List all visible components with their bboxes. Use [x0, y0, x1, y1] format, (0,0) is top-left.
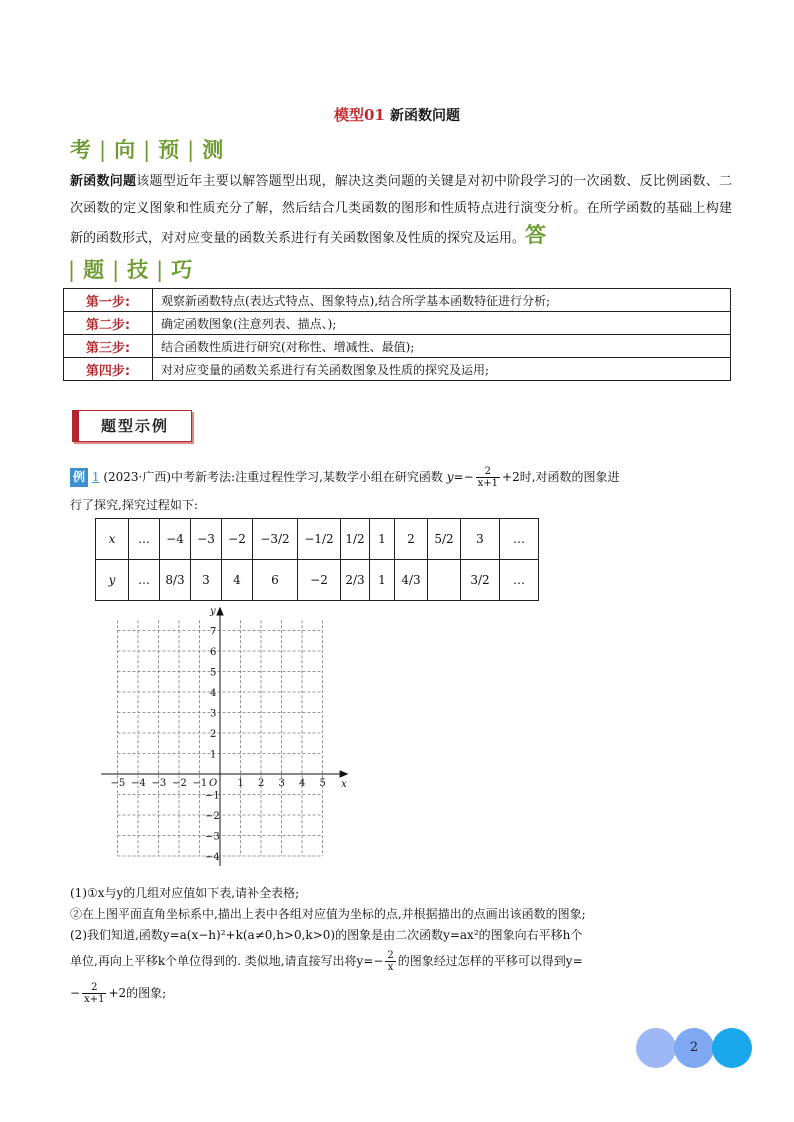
- y-tick-label: 5: [210, 667, 217, 679]
- table-row: [64, 289, 731, 312]
- row-label: x: [96, 519, 129, 560]
- fraction: $\frac{2}{x}$: [387, 950, 394, 973]
- step-text: 确定函数图象(注意列表、描点、);: [153, 312, 731, 335]
- example-number: 1: [91, 470, 100, 484]
- cell: 6: [253, 560, 298, 601]
- y-tick-label: 2: [210, 729, 217, 740]
- cell: −2: [222, 519, 253, 560]
- step-label: 第一步:: [64, 289, 153, 312]
- table-row: [64, 312, 731, 335]
- cell: 1: [370, 519, 395, 560]
- example-tag: 例: [70, 468, 88, 487]
- x-tick-label: 3: [278, 778, 285, 789]
- x-axis-label: x: [341, 779, 347, 790]
- cell: −1/2: [298, 519, 341, 560]
- step-text: 对对应变量的函数关系进行有关函数图象及性质的探究及运用;: [153, 358, 731, 381]
- cell: …: [500, 560, 539, 601]
- cell: [428, 560, 461, 601]
- y-tick-label: −3: [205, 831, 220, 843]
- y-tick-label: 3: [210, 708, 217, 720]
- cell: 1: [370, 560, 395, 601]
- table-row: [64, 358, 731, 381]
- cell: 4: [222, 560, 253, 601]
- step-text: 观察新函数特点(表达式特点、图象特点),结合所学基本函数特征进行分析;: [153, 289, 731, 312]
- table-row: [96, 519, 539, 560]
- y-tick-label: −1: [205, 790, 220, 802]
- x-tick-label: 4: [299, 778, 306, 789]
- step-label: 第二步:: [64, 312, 153, 335]
- question-1b: ②在上图平面直角坐标系中,描出上表中各组对应值为坐标的点,并根据描出的点画出该函数的图象;: [70, 907, 586, 921]
- question-1a: (1)①x与y的几组对应值如下表,请补全表格;: [70, 886, 300, 900]
- banner-forecast: 考 | 向 | 预 | 测: [70, 138, 226, 162]
- origin-label: O: [209, 778, 218, 789]
- intro-text: 该题型近年主要以解答题型出现，解决这类问题的关键是对初中阶段学习的一次函数、反比例函数、二次函数的定义图象和性质充分了解，然后结合几类函数的图形和性质特点进行演变分析。在所学函数的基础上构建新的函数形式，对对应变量的函数关系进行有关函数图象及性质的探究及运用。: [70, 174, 732, 246]
- example-source: (2023·广西): [103, 470, 172, 484]
- x-tick-label: 1: [237, 778, 244, 789]
- cell: 8/3: [160, 560, 191, 601]
- intro-tail: 答: [525, 223, 547, 247]
- intro-paragraph: [70, 168, 732, 252]
- example-intro: [70, 466, 734, 489]
- step-text: 结合函数性质进行研究(对称性、增减性、最值);: [153, 335, 731, 358]
- example-lead: 中考新考法:注重过程性学习,某数学小组在研究函数: [171, 470, 443, 484]
- cell: −3: [191, 519, 222, 560]
- cell: …: [500, 519, 539, 560]
- y-axis-label: y: [210, 605, 216, 617]
- banner-skills: | 题 | 技 | 巧: [68, 258, 195, 282]
- cell: 5/2: [428, 519, 461, 560]
- row-label: y: [96, 560, 129, 601]
- intro-bold: 新函数问题: [70, 174, 137, 189]
- x-tick-label: 2: [258, 778, 265, 789]
- pager-dot-right: [712, 1028, 752, 1068]
- cell: 2: [395, 519, 428, 560]
- cell: 3: [461, 519, 500, 560]
- x-tick-label: −5: [110, 778, 126, 789]
- x-axis-arrow: [340, 771, 347, 777]
- question-2b: 单位,再向上平移k个单位得到的. 类似地,请直接写出将y=− $\frac{2}{x}$ 的图象经过怎样的平移可以得到y=: [70, 950, 583, 973]
- pager-dot-middle: [674, 1028, 714, 1068]
- y-tick-label: −2: [205, 811, 220, 822]
- x-tick-label: −1: [192, 778, 208, 789]
- page-title: [0, 104, 794, 125]
- example-line2: 行了探究,探究过程如下:: [70, 498, 198, 512]
- pager-dot-left: [636, 1028, 676, 1068]
- function-fraction: $\frac{2}{x+1}$: [477, 466, 499, 489]
- x-tick-label: −2: [172, 778, 187, 789]
- values-table: [95, 518, 539, 601]
- cell: −3/2: [253, 519, 298, 560]
- cell: 3/2: [461, 560, 500, 601]
- x-tick-label: −3: [151, 778, 167, 789]
- cell: …: [129, 560, 160, 601]
- table-row: [96, 560, 539, 601]
- y-tick-label: 4: [210, 688, 217, 699]
- question-2a: (2)我们知道,函数y=a(x−h)²+k(a≠0,h>0,k>0)的图象是由二次函数y=ax²的图象向右平移h个: [70, 928, 583, 942]
- coordinate-grid: [95, 604, 365, 866]
- function-suffix: +2时,对函数的图象进: [502, 470, 620, 484]
- x-tick-label: 5: [319, 778, 326, 789]
- cell: …: [129, 519, 160, 560]
- page-number: 2: [689, 1040, 699, 1055]
- cell: −4: [160, 519, 191, 560]
- model-name: 新函数问题: [390, 108, 461, 124]
- question-2c: − $\frac{2}{x+1}$ +2的图象;: [70, 982, 167, 1005]
- section-badge: 题型示例: [72, 410, 192, 442]
- step-label: 第三步:: [64, 335, 153, 358]
- y-tick-label: 7: [210, 626, 217, 638]
- y-tick-label: −4: [205, 852, 220, 863]
- cell: 3: [191, 560, 222, 601]
- y-tick-label: 6: [210, 647, 217, 658]
- table-row: [64, 335, 731, 358]
- cell: −2: [298, 560, 341, 601]
- y-axis-arrow: [217, 608, 223, 615]
- y-tick-label: 1: [210, 749, 217, 761]
- fraction: $\frac{2}{x+1}$: [84, 982, 105, 1005]
- cell: 4/3: [395, 560, 428, 601]
- model-label: 模型01: [333, 106, 385, 124]
- step-label: 第四步:: [64, 358, 153, 381]
- function-prefix: y=−: [446, 470, 474, 484]
- x-tick-label: −4: [131, 778, 146, 789]
- cell: 1/2: [341, 519, 370, 560]
- steps-table: [63, 288, 731, 381]
- cell: 2/3: [341, 560, 370, 601]
